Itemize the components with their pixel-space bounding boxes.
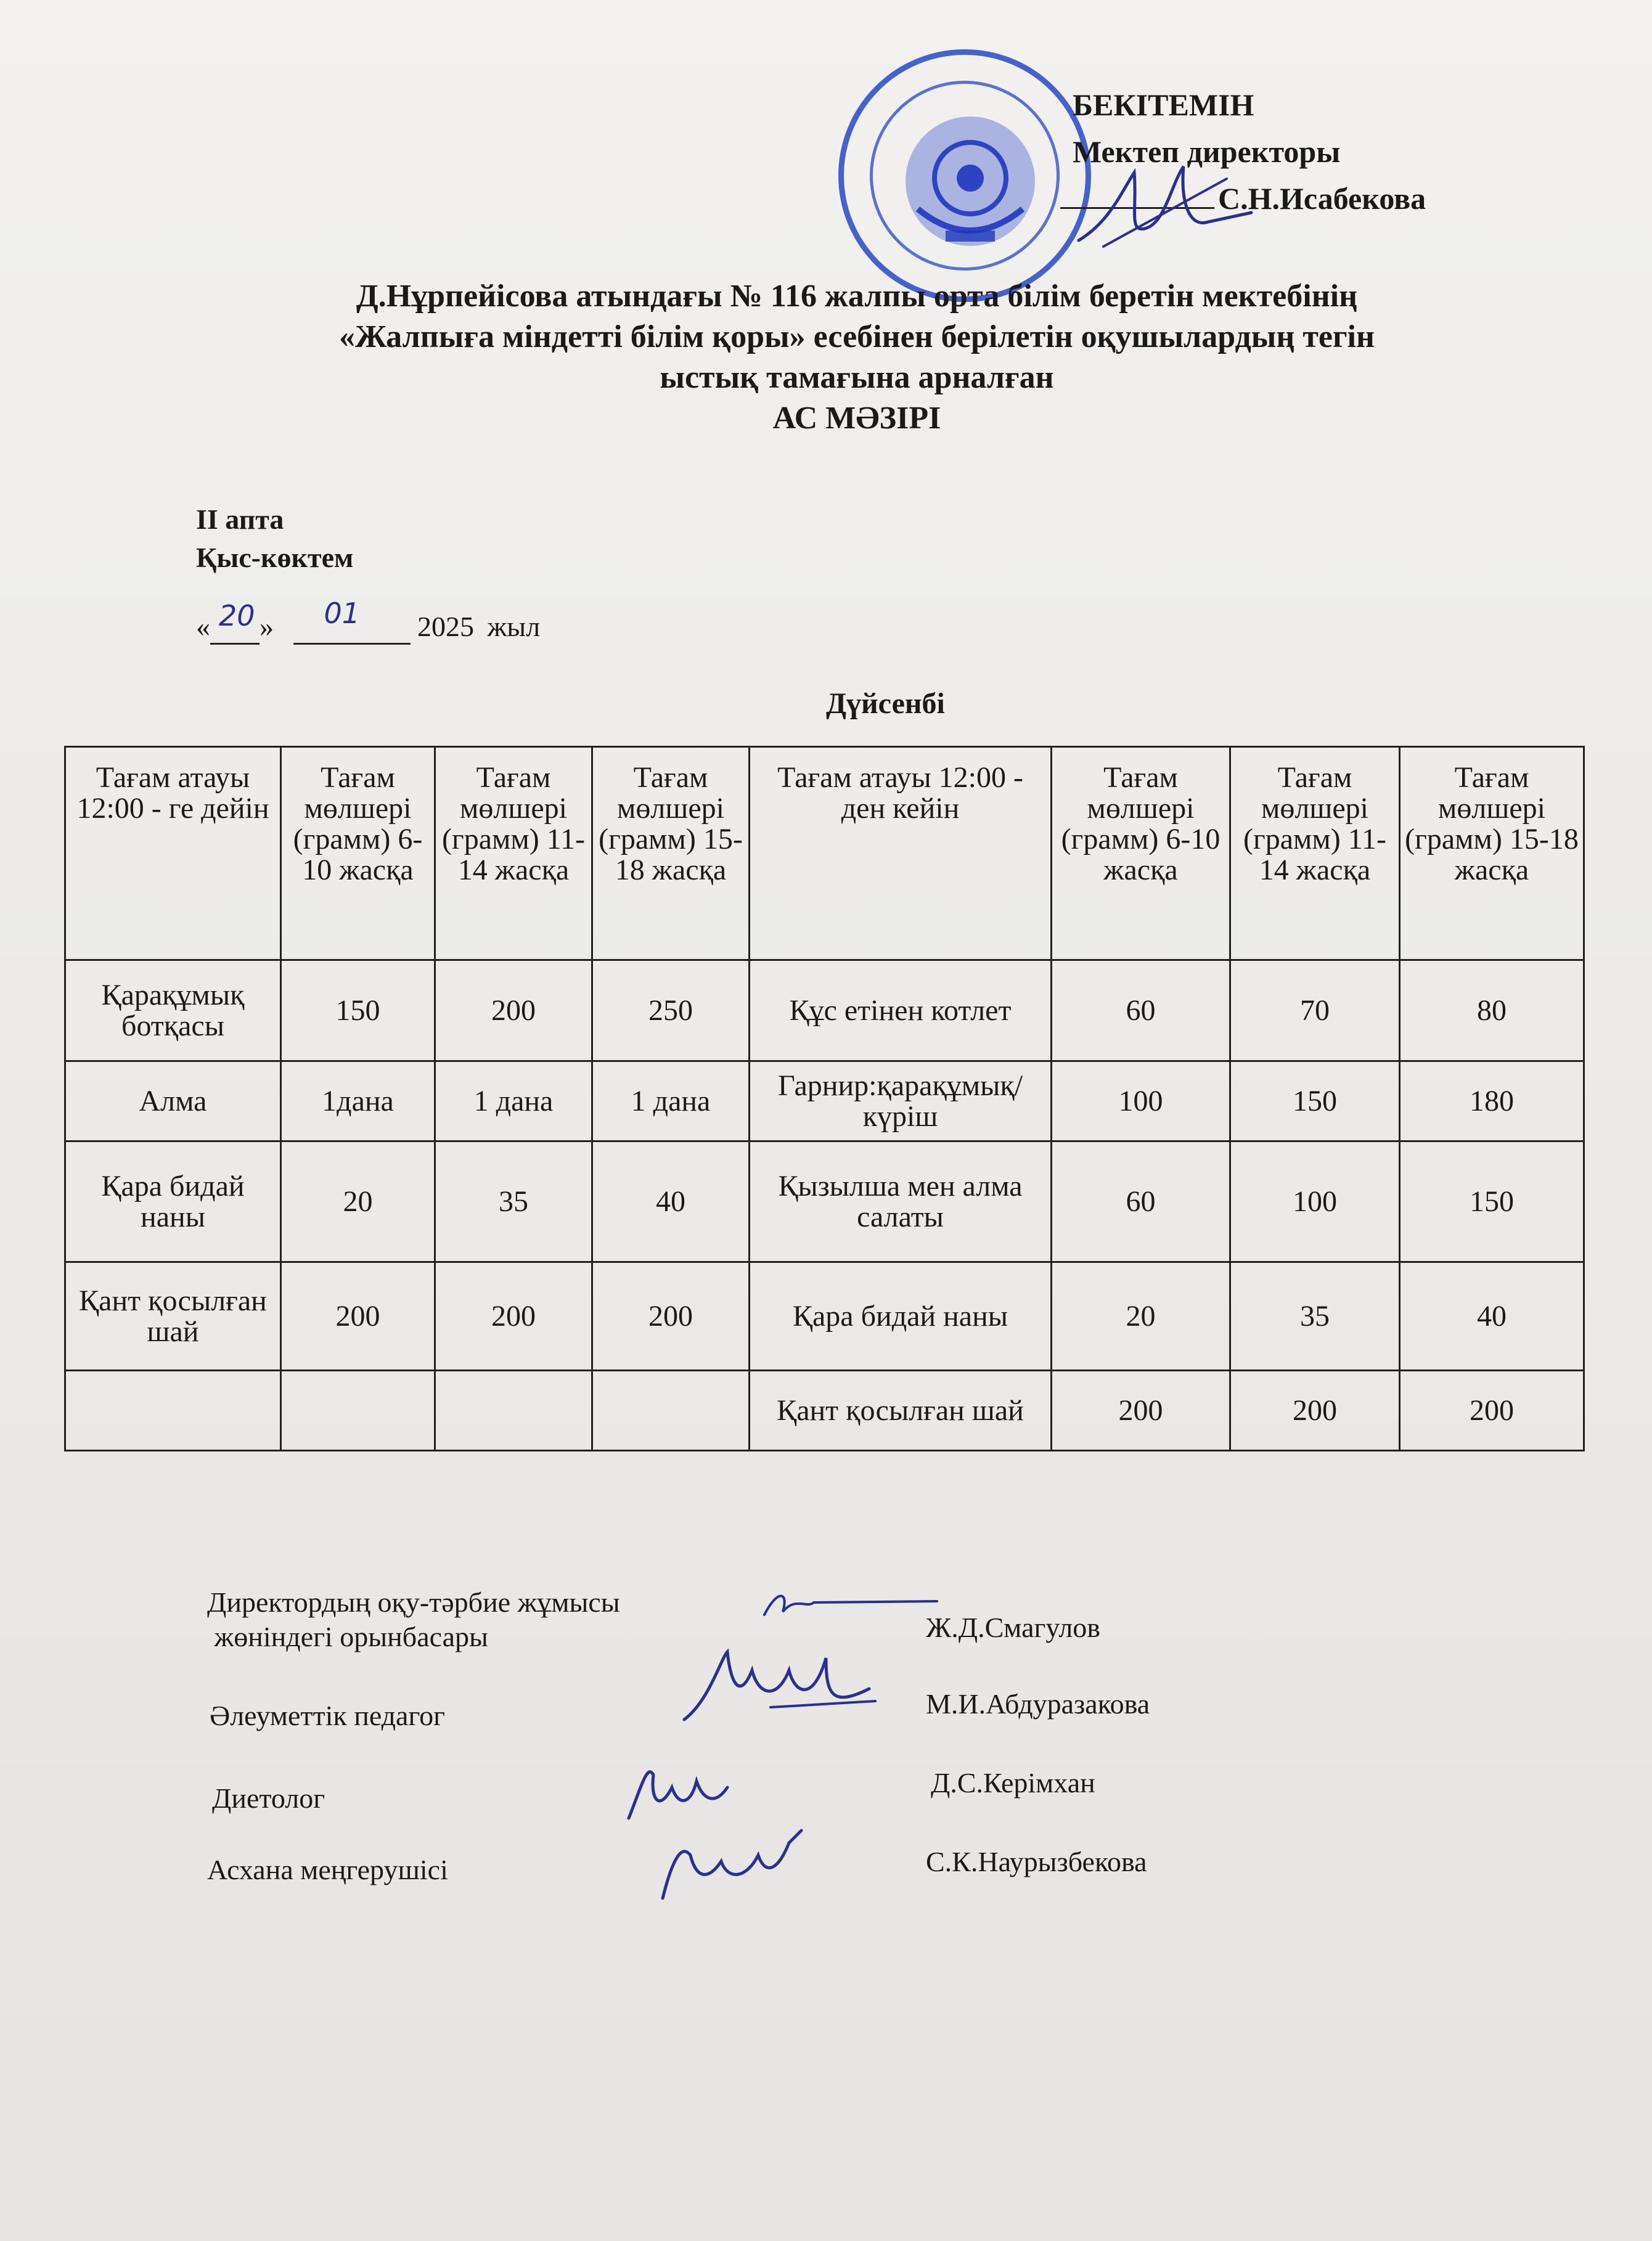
date-close-quote: » (260, 611, 274, 642)
table-cell: 100 (1230, 1141, 1400, 1262)
signature-name-deputy: Ж.Д.Смагулов (926, 1612, 1101, 1643)
signature-role-dietitian: Диетолог (212, 1782, 325, 1814)
table-cell (65, 1371, 281, 1451)
approval-name: С.Н.Исабекова (1218, 181, 1426, 216)
deputy-role-line-2: жөніндегі орынбасары (207, 1621, 488, 1652)
signature-role-social-pedagogue: Әлеуметтік педагог (210, 1700, 446, 1731)
table-cell: Гарнир:қарақұмық/ күріш (750, 1061, 1052, 1141)
table-cell: Құс етінен котлет (750, 960, 1052, 1061)
title-line-4: АС МӘЗІРІ (772, 401, 941, 436)
signature-name-canteen-head: С.К.Наурызбекова (926, 1846, 1147, 1877)
official-stamp (838, 49, 1091, 302)
table-cell: 1 дана (435, 1061, 592, 1141)
signature-role-canteen-head: Асхана меңгерушісі (207, 1854, 448, 1885)
table-cell (281, 1371, 435, 1451)
canteen-head-signature-icon (653, 1818, 814, 1917)
table-cell: Қарақұмық ботқасы (65, 960, 281, 1061)
table-cell: 150 (1400, 1141, 1584, 1262)
table-row (65, 1061, 1584, 1141)
header-after-15-18: Тағам мөлшері (грамм) 15-18 жасқа (1400, 747, 1584, 960)
table-cell: 150 (281, 960, 435, 1061)
table-cell: 60 (1052, 1141, 1230, 1262)
signature-role-deputy (207, 1585, 620, 1654)
week-label: II апта (196, 504, 284, 535)
table-cell: 200 (1230, 1371, 1400, 1451)
table-cell: 1дана (281, 1061, 435, 1141)
title-line-2: «Жалпыға міндетті білім қоры» есебінен берілетін оқушылардың тегін (339, 319, 1375, 354)
day-name: Дүйсенбі (826, 687, 945, 720)
table-cell: 20 (1052, 1262, 1230, 1371)
date-open-quote: « (196, 611, 210, 642)
deputy-role-line-1: Директордың оқу-тәрбие жұмысы (207, 1586, 620, 1618)
table-cell (435, 1371, 592, 1451)
table-cell (592, 1371, 750, 1451)
signature-name-social-pedagogue: М.И.Абдуразакова (926, 1688, 1150, 1720)
header-before-11-14: Тағам мөлшері (грамм) 11-14 жасқа (435, 747, 592, 960)
menu-table (64, 746, 1585, 1451)
table-cell: 70 (1230, 960, 1400, 1061)
table-cell: 20 (281, 1141, 435, 1262)
table-cell: Қара бидай наны (750, 1262, 1052, 1371)
stamp-emblem-icon (844, 55, 1097, 308)
director-signature-icon (1066, 154, 1264, 259)
table-cell: Қара бидай наны (65, 1141, 281, 1262)
header-before-6-10: Тағам мөлшері (грамм) 6-10 жасқа (281, 747, 435, 960)
table-cell: Қант қосылған шай (65, 1262, 281, 1371)
table-cell: 200 (435, 960, 592, 1061)
date-year: 2025 (417, 611, 474, 642)
table-cell: Қант қосылған шай (750, 1371, 1052, 1451)
menu-header-row (65, 747, 1584, 960)
header-after-noon-dish: Тағам атауы 12:00 - ден кейін (750, 747, 1052, 960)
table-cell: Алма (65, 1061, 281, 1141)
header-before-15-18: Тағам мөлшері (грамм) 15-18 жасқа (592, 747, 750, 960)
table-cell: 100 (1052, 1061, 1230, 1141)
table-cell: 150 (1230, 1061, 1400, 1141)
date-unit: жыл (487, 611, 541, 642)
table-cell: 200 (592, 1262, 750, 1371)
date-day: 20 (219, 599, 255, 632)
date-month-blank (293, 597, 411, 645)
table-row (65, 1262, 1584, 1371)
table-cell: 35 (435, 1141, 592, 1262)
title-line-1: Д.Нұрпейісова атындағы № 116 жалпы орта білім беретін мектебінің (356, 279, 1358, 314)
table-cell: 250 (592, 960, 750, 1061)
table-cell: 180 (1400, 1061, 1584, 1141)
table-cell: 80 (1400, 960, 1584, 1061)
signature-name-dietitian: Д.С.Керімхан (931, 1767, 1095, 1798)
date-day-blank (210, 599, 260, 645)
week-info (196, 500, 353, 577)
table-cell: 200 (435, 1262, 592, 1371)
title-line-3: ыстық тамағына арналған (660, 360, 1054, 395)
table-cell: 60 (1052, 960, 1230, 1061)
deputy-signature-icon (758, 1584, 943, 1627)
table-cell: 200 (1052, 1371, 1230, 1451)
season-label: Қыс-көктем (196, 542, 354, 573)
date-month: 01 (324, 597, 361, 630)
table-cell: 1 дана (592, 1061, 750, 1141)
table-row (65, 1141, 1584, 1262)
table-row (65, 1371, 1584, 1451)
table-cell: 40 (1400, 1262, 1584, 1371)
social-pedagogue-signature-icon (672, 1633, 881, 1738)
table-cell: 200 (281, 1262, 435, 1371)
table-row (65, 960, 1584, 1061)
header-after-11-14: Тағам мөлшері (грамм) 11-14 жасқа (1230, 747, 1400, 960)
table-cell: 35 (1230, 1262, 1400, 1371)
table-cell: 40 (592, 1141, 750, 1262)
approval-position: Мектеп директоры (1073, 134, 1341, 169)
table-cell: Қызылша мен алма салаты (750, 1141, 1052, 1262)
header-before-noon-dish: Тағам атауы 12:00 - ге дейін (65, 747, 281, 960)
table-cell: 200 (1400, 1371, 1584, 1451)
document-title (185, 276, 1529, 439)
header-after-6-10: Тағам мөлшері (грамм) 6-10 жасқа (1052, 747, 1230, 960)
date-line (196, 597, 541, 645)
approval-heading: БЕКІТЕМІН (1073, 88, 1254, 122)
